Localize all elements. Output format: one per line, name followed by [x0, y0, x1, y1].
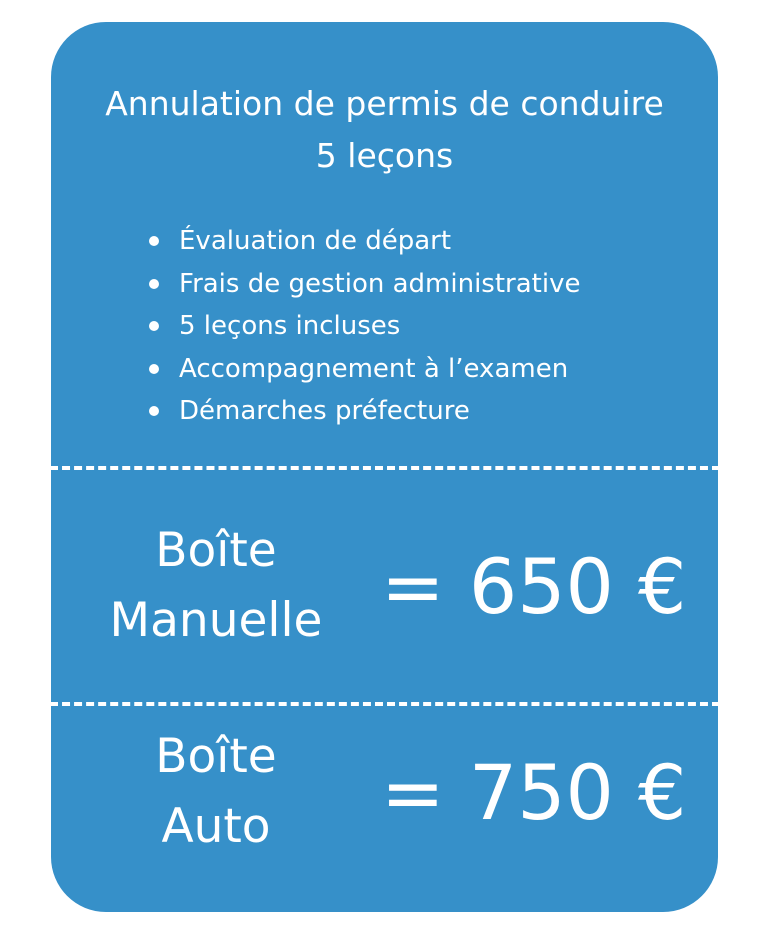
title-line-2: 5 leçons — [315, 136, 454, 175]
option-auto-label — [81, 722, 351, 862]
option-manual-label-line-1: Boîte — [155, 523, 277, 578]
feature-item: Évaluation de départ — [179, 220, 580, 263]
feature-item: Démarches préfecture — [179, 390, 580, 433]
feature-item: Frais de gestion administrative — [179, 263, 580, 306]
dashed-divider — [51, 702, 718, 706]
bullet-icon — [149, 236, 159, 246]
option-auto-price: = 750 € — [381, 748, 687, 837]
option-manual-label — [81, 516, 351, 656]
bullet-icon — [149, 364, 159, 374]
feature-list — [179, 220, 580, 433]
option-auto-label-line-2: Auto — [161, 799, 271, 854]
option-auto-label-line-1: Boîte — [155, 729, 277, 784]
option-manual-price: = 650 € — [381, 542, 687, 631]
option-manual-label-line-2: Manuelle — [109, 593, 323, 648]
title-line-1: Annulation de permis de conduire — [105, 84, 664, 123]
pricing-card — [51, 22, 718, 912]
bullet-icon — [149, 321, 159, 331]
bullet-icon — [149, 279, 159, 289]
card-title — [51, 78, 718, 182]
dashed-divider — [51, 466, 718, 470]
bullet-icon — [149, 406, 159, 416]
feature-item: Accompagnement à l’examen — [179, 348, 580, 391]
feature-item: 5 leçons incluses — [179, 305, 580, 348]
